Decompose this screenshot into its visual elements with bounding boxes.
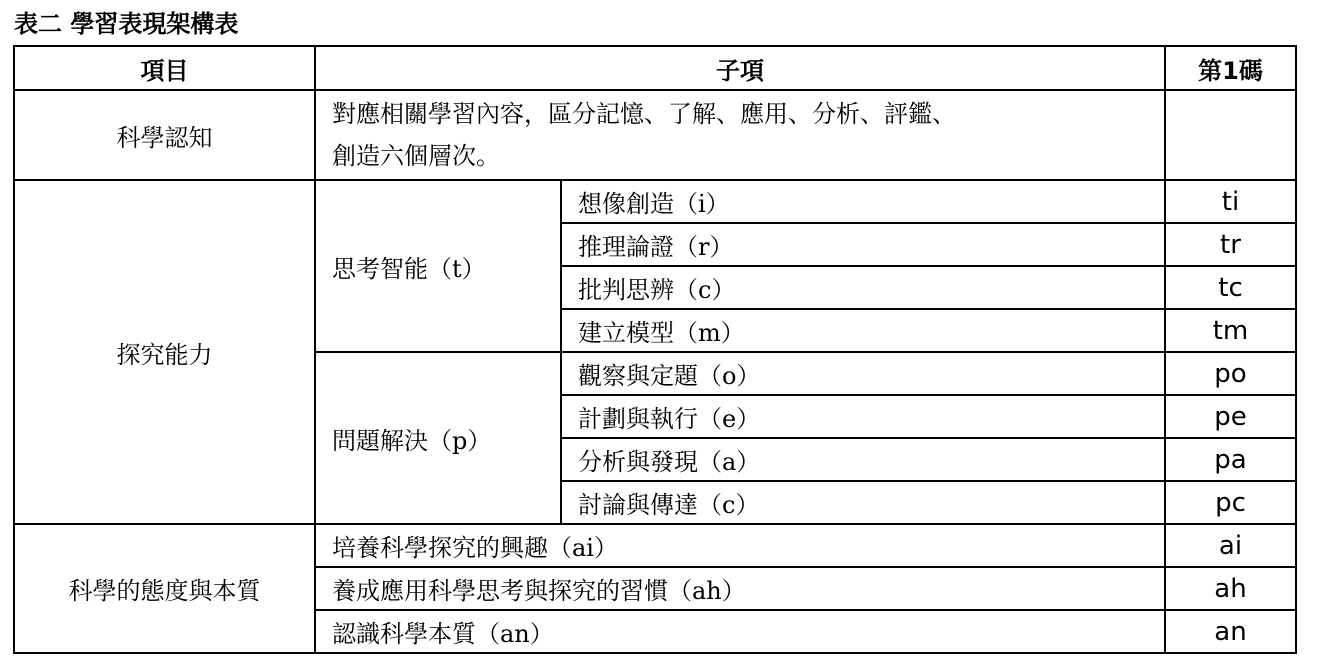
sub-habit: 養成應用科學思考與探究的習慣（ah） bbox=[315, 567, 1165, 610]
learning-performance-table bbox=[13, 45, 1297, 654]
sub-modeling: 建立模型（m） bbox=[561, 309, 1165, 352]
sub-nature: 認識科學本質（an） bbox=[315, 610, 1165, 653]
group-problem-solving: 問題解決（p） bbox=[315, 352, 561, 524]
header-subitem: 子項 bbox=[315, 46, 1165, 90]
code-an: an bbox=[1165, 610, 1296, 653]
item-attitude: 科學的態度與本質 bbox=[14, 524, 315, 653]
code-pc: pc bbox=[1165, 481, 1296, 524]
sub-analysis: 分析與發現（a） bbox=[561, 438, 1165, 481]
table-row bbox=[14, 180, 1296, 223]
sub-interest: 培養科學探究的興趣（ai） bbox=[315, 524, 1165, 567]
table-title: 表二 學習表現架構表 bbox=[14, 10, 239, 38]
cognition-description bbox=[315, 90, 1165, 180]
table-row bbox=[14, 524, 1296, 567]
item-inquiry: 探究能力 bbox=[14, 180, 315, 524]
code-tc: tc bbox=[1165, 266, 1296, 309]
table-header-row bbox=[14, 46, 1296, 90]
item-cognition: 科學認知 bbox=[14, 90, 315, 180]
sub-critical: 批判思辨（c） bbox=[561, 266, 1165, 309]
sub-imagination: 想像創造（i） bbox=[561, 180, 1165, 223]
code-ai: ai bbox=[1165, 524, 1296, 567]
cognition-desc-line1: 對應相關學習內容，區分記憶、了解、應用、分析、評鑑、 bbox=[332, 100, 956, 128]
header-item: 項目 bbox=[14, 46, 315, 90]
code-po: po bbox=[1165, 352, 1296, 395]
code-tm: tm bbox=[1165, 309, 1296, 352]
sub-discussion: 討論與傳達（c） bbox=[561, 481, 1165, 524]
cognition-desc-line2: 創造六個層次。 bbox=[332, 142, 500, 170]
table-row bbox=[14, 90, 1296, 180]
code-pe: pe bbox=[1165, 395, 1296, 438]
code-tr: tr bbox=[1165, 223, 1296, 266]
sub-reasoning: 推理論證（r） bbox=[561, 223, 1165, 266]
header-code: 第1碼 bbox=[1165, 46, 1296, 90]
group-thinking: 思考智能（t） bbox=[315, 180, 561, 352]
sub-observation: 觀察與定題（o） bbox=[561, 352, 1165, 395]
sub-planning: 計劃與執行（e） bbox=[561, 395, 1165, 438]
code-ah: ah bbox=[1165, 567, 1296, 610]
code-ti: ti bbox=[1165, 180, 1296, 223]
code-cognition bbox=[1165, 90, 1296, 180]
code-pa: pa bbox=[1165, 438, 1296, 481]
